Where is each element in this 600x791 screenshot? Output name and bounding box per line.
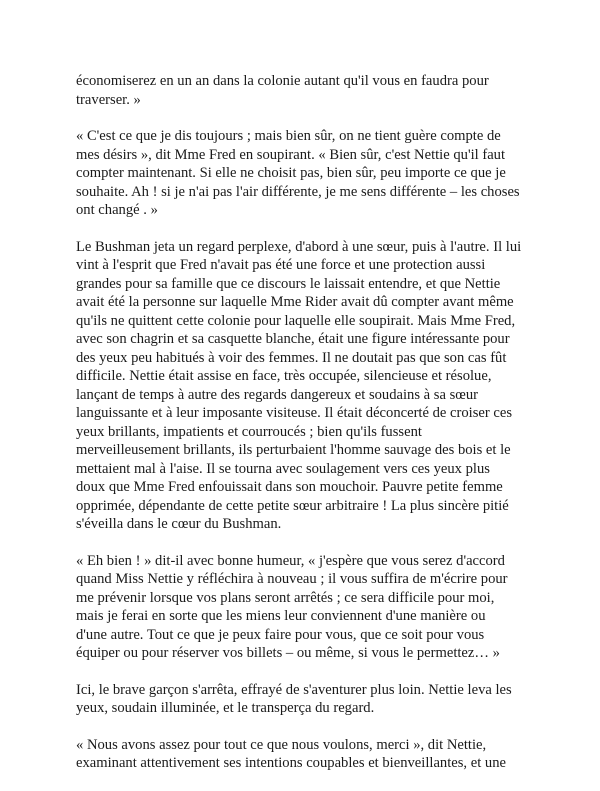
text-line: « Nous avons assez pour tout ce que nous voulons, merci », dit Nettie,	[76, 736, 487, 753]
text-line: « Eh bien ! » dit-il avec bonne humeur, « j'espère que vous serez d'accord	[76, 552, 505, 569]
text-line: mettaient mal à l'aise. Il se tourna avec soulagement vers ces yeux plus	[76, 460, 490, 477]
text-line: équiper ou pour réserver vos billets – ou même, si vous le permettez… »	[76, 645, 500, 661]
text-line: doux que Mme Fred enfouissait dans son mouchoir. Pauvre petite femme	[76, 479, 503, 495]
text-line: vint à l'esprit que Fred n'avait pas été une force et une protection aussi	[76, 257, 486, 273]
paragraph-6	[76, 736, 526, 773]
text-line: mais je ferai en sorte que les miens leur conviennent d'une manière ou	[76, 608, 486, 624]
text-line: avec son chagrin et sa casquette blanche, était une figure intéressante pour	[76, 331, 510, 347]
text-line: s'éveilla dans le cœur du Bushman.	[76, 516, 282, 532]
text-line: merveilleusement brillants, ils perturbaient l'homme sauvage des bois et le	[76, 442, 511, 458]
text-line: me prévenir lorsque vos plans seront arrêtés ; ce sera difficile pour moi,	[76, 589, 495, 606]
text-line: traverser. »	[76, 91, 141, 108]
paragraph-4	[76, 552, 526, 663]
text-line: des yeux peu habitués à voir des femmes. Il ne doutait pas que son cas fût	[76, 349, 507, 366]
text-line: mes désirs », dit Mme Fred en soupirant. « Bien sûr, c'est Nettie qu'il faut	[76, 146, 506, 163]
text-line: quand Miss Nettie y réfléchira à nouveau ; il vous suffira de m'écrire pour	[76, 571, 508, 587]
text-line: yeux brillants, impatients et courroucés ; bien qu'ils fussent	[76, 423, 422, 440]
paragraph-3	[76, 238, 526, 534]
text-line: grandes pour sa famille que ce discours le laissait entendre, et que Nettie	[76, 275, 501, 292]
text-line: avait été la personne sur laquelle Mme Rider avait dû compter avant même	[76, 294, 514, 310]
paragraph-1	[76, 72, 526, 109]
paragraph-2	[76, 127, 526, 220]
document-page	[76, 72, 526, 791]
text-line: « C'est ce que je dis toujours ; mais bien sûr, on ne tient guère compte de	[76, 128, 501, 144]
text-line: d'une autre. Tout ce que je peux faire pour vous, que ce soit pour vous	[76, 626, 485, 643]
text-line: examinant attentivement ses intentions coupables et bienveillantes, et une	[76, 755, 506, 771]
text-line: ont changé . »	[76, 202, 158, 218]
text-line: yeux, soudain illuminée, et le transperça du regard.	[76, 700, 375, 716]
paragraph-5	[76, 681, 526, 718]
text-line: qu'ils ne quittent cette colonie pour laquelle elle soupirait. Mais Mme Fred,	[76, 312, 516, 329]
text-line: lançant de temps à autre des regards dangereux et soudains à sa sœur	[76, 386, 478, 403]
text-line: Ici, le brave garçon s'arrêta, effrayé de s'aventurer plus loin. Nettie leva les	[76, 681, 512, 698]
text-line: souhaite. Ah ! si je n'ai pas l'air différente, je me sens différente – les choses	[76, 183, 520, 200]
text-line: languissante et à leur imposante visiteuse. Il était déconcerté de croiser ces	[76, 405, 513, 421]
text-line: Le Bushman jeta un regard perplexe, d'abord à une sœur, puis à l'autre. Il lui	[76, 238, 522, 255]
text-line: opprimée, dépendante de cette petite sœur arbitraire ! La plus sincère pitié	[76, 497, 509, 514]
text-line: difficile. Nettie était assise en face, très occupée, silencieuse et résolue,	[76, 368, 492, 384]
text-line: économiserez en un an dans la colonie autant qu'il vous en faudra pour	[76, 73, 489, 89]
text-line: compter maintenant. Si elle ne choisit pas, bien sûr, peu importe ce que je	[76, 165, 506, 181]
